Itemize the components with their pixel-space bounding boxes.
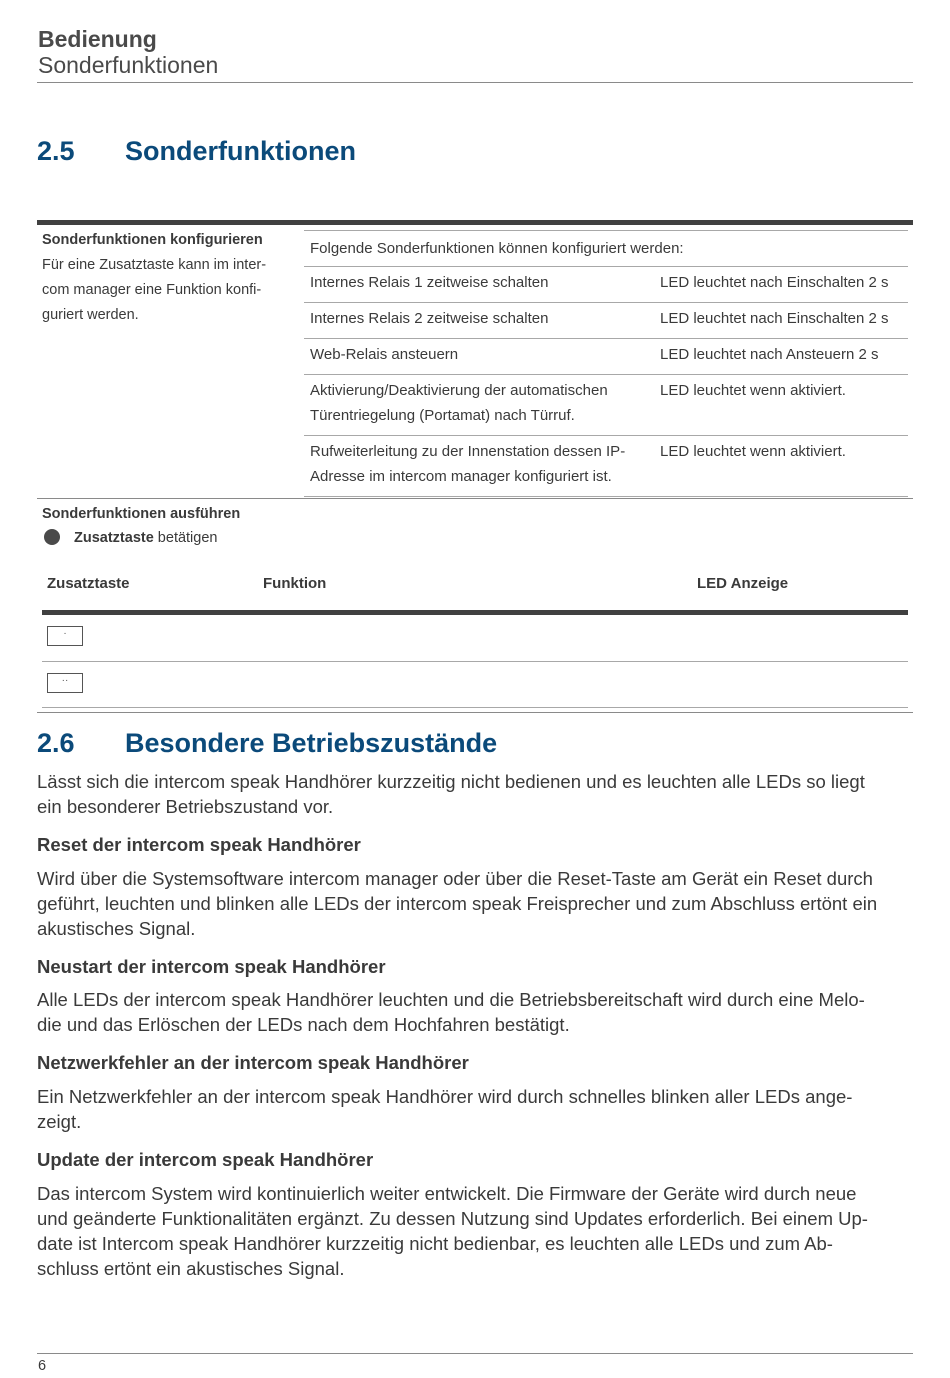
subsection-heading-update: Update der intercom speak Handhörer [37, 1149, 374, 1170]
section-title: Besondere Betriebszustände [125, 728, 498, 758]
paragraph-line: zeigt. [37, 1111, 82, 1132]
table-row [304, 302, 908, 338]
key-box-single: · [47, 626, 83, 646]
footer-divider [37, 1353, 913, 1354]
section-number: 2.5 [37, 136, 75, 166]
led-cell: LED leuchtet nach Ansteuern 2 s [660, 346, 879, 363]
function-line: Türentriegelung (Portamat) nach Türruf. [310, 407, 575, 424]
led-cell: LED leuchtet wenn aktiviert. [660, 382, 846, 399]
subsection-text-reset [37, 866, 915, 941]
subsection-text-restart [37, 987, 915, 1037]
paragraph-line: akustisches Signal. [37, 918, 196, 939]
function-line: Adresse im intercom manager konfiguriert ist. [310, 468, 612, 485]
section-title: Sonderfunktionen [125, 136, 356, 166]
key-table-row-rule [42, 661, 908, 662]
page-number: 6 [38, 1358, 47, 1374]
paragraph-line: Wird über die Systemsoftware intercom manager oder über die Reset-Taste am Gerät ein Reset durch [37, 868, 873, 889]
function-line: Aktivierung/Deaktivierung der automatischen [310, 382, 608, 399]
execute-step-key: Zusatztaste [74, 530, 154, 546]
paragraph-line: Ein Netzwerkfehler an der intercom speak Handhörer wird durch schnelles blinken aller LEDs ange- [37, 1086, 853, 1107]
table-row [304, 435, 908, 497]
paragraph-line: date ist Intercom speak Handhörer kurzzeitig nicht bedienbar, es leuchten alle LEDs und zum Ab- [37, 1233, 833, 1254]
key-table-header-rule [42, 610, 908, 615]
functions-table-intro-row [304, 230, 908, 266]
key-table-header-function: Funktion [263, 575, 327, 592]
function-cell [310, 439, 625, 489]
section-intro [37, 769, 915, 819]
subsection-text-network-error [37, 1084, 915, 1134]
paragraph-line: und geänderte Funktionalitäten ergänzt. Zu dessen Nutzung sind Updates erforderlich. Bei einem Up- [37, 1208, 868, 1229]
configure-text-line: com manager eine Funktion konfi- [42, 282, 262, 298]
subsection-text-update [37, 1181, 915, 1281]
function-cell: Web-Relais ansteuern [310, 346, 459, 363]
section-heading-2-5 [37, 136, 637, 170]
paragraph-line: Das intercom System wird kontinuierlich weiter entwickelt. Die Firmware der Geräte wird durch neue [37, 1183, 857, 1204]
header-title: Bedienung [38, 26, 157, 52]
function-cell: Internes Relais 1 zeitweise schalten [310, 274, 549, 291]
key-table-row-rule [42, 707, 908, 708]
paragraph-line: geführt, leuchten und blinken alle LEDs der intercom speak Freisprecher und zum Abschluss ertönt ein [37, 893, 878, 914]
table-row [304, 338, 908, 374]
header-divider [37, 82, 913, 83]
paragraph-line: Alle LEDs der intercom speak Handhörer leuchten und die Betriebsbereitschaft wird durch eine Melo- [37, 989, 865, 1010]
paragraph-line: schluss ertönt ein akustisches Signal. [37, 1258, 345, 1279]
led-cell: LED leuchtet wenn aktiviert. [660, 443, 846, 460]
paragraph-line: Lässt sich die intercom speak Handhörer kurzzeitig nicht bedienen und es leuchten alle LEDs so liegt [37, 771, 865, 792]
execute-heading: Sonderfunktionen ausführen [42, 506, 241, 522]
section-heading-2-6 [37, 728, 737, 762]
configure-heading: Sonderfunktionen konfigurieren [42, 232, 263, 248]
configure-text-line: Für eine Zusatztaste kann im inter- [42, 257, 267, 273]
section-number: 2.6 [37, 728, 75, 758]
table-row [304, 266, 908, 302]
key-box-double: ·· [47, 673, 83, 693]
execute-step-action: betätigen [153, 530, 218, 546]
configure-text-line: guriert werden. [42, 307, 139, 323]
function-cell: Internes Relais 2 zeitweise schalten [310, 310, 549, 327]
configure-description [42, 253, 292, 328]
key-table-end-rule [37, 712, 913, 713]
key-table-header-key: Zusatztaste [47, 575, 130, 592]
execute-step [74, 530, 217, 546]
led-cell: LED leuchtet nach Einschalten 2 s [660, 274, 889, 291]
bullet-icon [44, 529, 60, 545]
block-divider [37, 498, 913, 499]
functions-table [304, 230, 908, 497]
subsection-heading-reset: Reset der intercom speak Handhörer [37, 834, 361, 855]
table-top-rule [37, 220, 913, 225]
paragraph-line: ein besonderer Betriebszustand vor. [37, 796, 334, 817]
function-cell [310, 378, 608, 428]
key-table-header-led: LED Anzeige [697, 575, 789, 592]
header-subtitle: Sonderfunktionen [38, 52, 219, 78]
table-row [304, 374, 908, 435]
functions-table-intro: Folgende Sonderfunktionen können konfiguriert werden: [310, 240, 684, 257]
subsection-heading-network-error: Netzwerkfehler an der intercom speak Handhörer [37, 1052, 469, 1073]
paragraph-line: die und das Erlöschen der LEDs nach dem Hochfahren bestätigt. [37, 1014, 570, 1035]
led-cell: LED leuchtet nach Einschalten 2 s [660, 310, 889, 327]
function-line: Rufweiterleitung zu der Innenstation dessen IP- [310, 443, 626, 460]
subsection-heading-restart: Neustart der intercom speak Handhörer [37, 956, 386, 977]
